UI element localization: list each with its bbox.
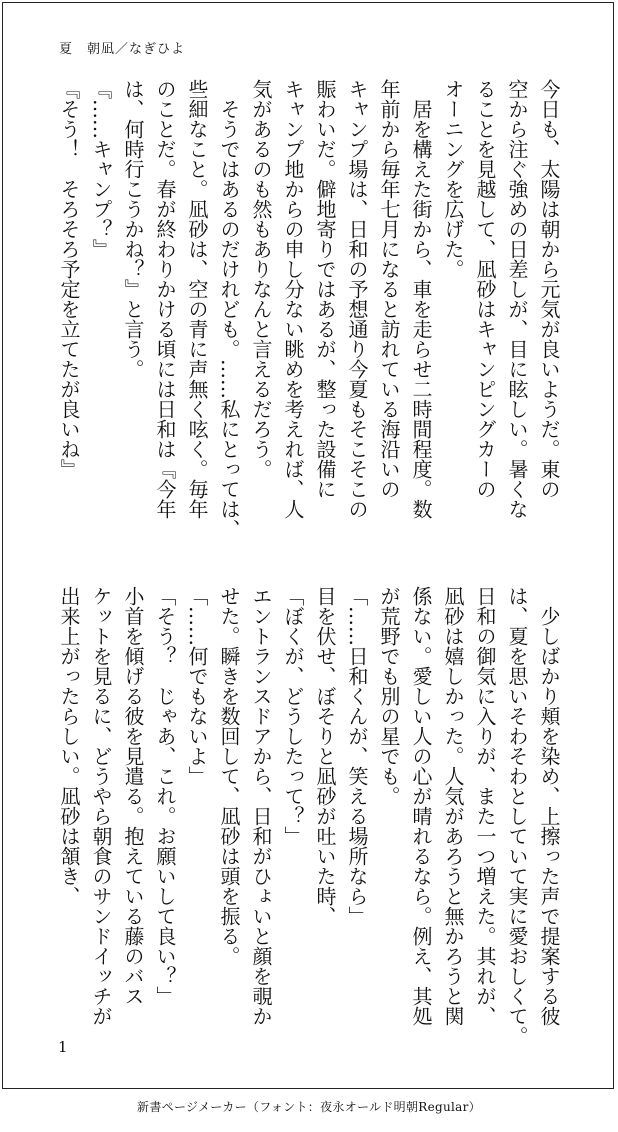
text-line: 賑わいだ。僻地寄りではあるが、整った設備に bbox=[313, 79, 337, 499]
text-line: 目を伏せ、ぼそりと凪砂が吐いた時、 bbox=[313, 586, 337, 926]
text-line: 『そう！ そろそろ予定を立てたが良いね』 bbox=[57, 79, 81, 479]
text-line: ることを見越して、凪砂はキャンピングカーの bbox=[473, 79, 497, 499]
text-line: のことだ。春が終わりかける頃には日和は『今年 bbox=[153, 79, 177, 519]
text-block-upper bbox=[53, 79, 565, 539]
page-number: 1 bbox=[58, 1038, 68, 1056]
text-line: 居を構えた街から、車を走らせ二時間程度。数 bbox=[409, 79, 433, 519]
text-line: せた。瞬きを数回して、凪砂は頭を振る。 bbox=[217, 586, 241, 966]
text-line: オーニングを広げた。 bbox=[441, 79, 465, 279]
text-line: は、夏を思いそわそわとしていて実に愛おしくて。 bbox=[505, 586, 529, 1046]
text-line: キャンプ地からの申し分ない眺めを考えれば、人 bbox=[281, 79, 305, 519]
text-line: ケットを見るに、どうやら朝食のサンドイッチが bbox=[89, 586, 113, 1026]
text-line: 日和の御気に入りが、また一つ増えた。其れが、 bbox=[473, 586, 497, 1026]
text-line: 年前から毎年七月になると訪れている海沿いの bbox=[377, 79, 401, 499]
text-line: は、何時行こうかね？』と言う。 bbox=[121, 79, 145, 379]
text-line: 出来上がったらしい。凪砂は頷き、 bbox=[57, 586, 81, 906]
text-line: 空から注ぐ強めの日差しが、目に眩しい。暑くな bbox=[505, 79, 529, 519]
text-line: そうではあるのだけれども。……私にとっては、 bbox=[217, 79, 241, 539]
text-line: 凪砂は嬉しかった。人気があろうと無かろうと関 bbox=[441, 586, 465, 1026]
text-line: 「……何でもないよ」 bbox=[185, 586, 209, 786]
text-line: 「……日和くんが、笑える場所なら」 bbox=[345, 586, 369, 926]
text-line: 「そう？ じゃあ、これ。お願いして良い？」 bbox=[153, 586, 177, 1006]
text-line: 小首を傾げる彼を見遣る。抱えている藤のバス bbox=[121, 586, 145, 1006]
text-line: 「ぼくが、どうしたって？」 bbox=[281, 586, 305, 846]
text-line: 『……キャンプ？』 bbox=[89, 79, 113, 259]
text-line: 係ない。愛しい人の心が晴れるなら。例え、其処 bbox=[409, 586, 433, 1026]
footer-credit: 新書ページメーカー（フォント：夜永オールド明朝Regular） bbox=[137, 1100, 481, 1114]
text-line: キャンプ場は、日和の予想通り今夏もそこそこの bbox=[345, 79, 369, 519]
text-line: 些細なこと。凪砂は、空の青に声無く呟く。毎年 bbox=[185, 79, 209, 519]
text-line: 今日も、太陽は朝から元気が良いようだ。東の bbox=[537, 79, 561, 499]
text-line: エントランスドアから、日和がひょいと顔を覗か bbox=[249, 586, 273, 1026]
text-block-lower bbox=[53, 586, 565, 1046]
text-line: 少しばかり頬を染め、上擦った声で提案する彼 bbox=[537, 586, 561, 1026]
text-line: が荒野でも別の星でも。 bbox=[377, 586, 401, 806]
running-header: 夏 朝凪／なぎひよ bbox=[59, 42, 186, 57]
text-line: 気があるのも然もありなんと言えるだろう。 bbox=[249, 79, 273, 479]
book-page bbox=[2, 2, 614, 1089]
